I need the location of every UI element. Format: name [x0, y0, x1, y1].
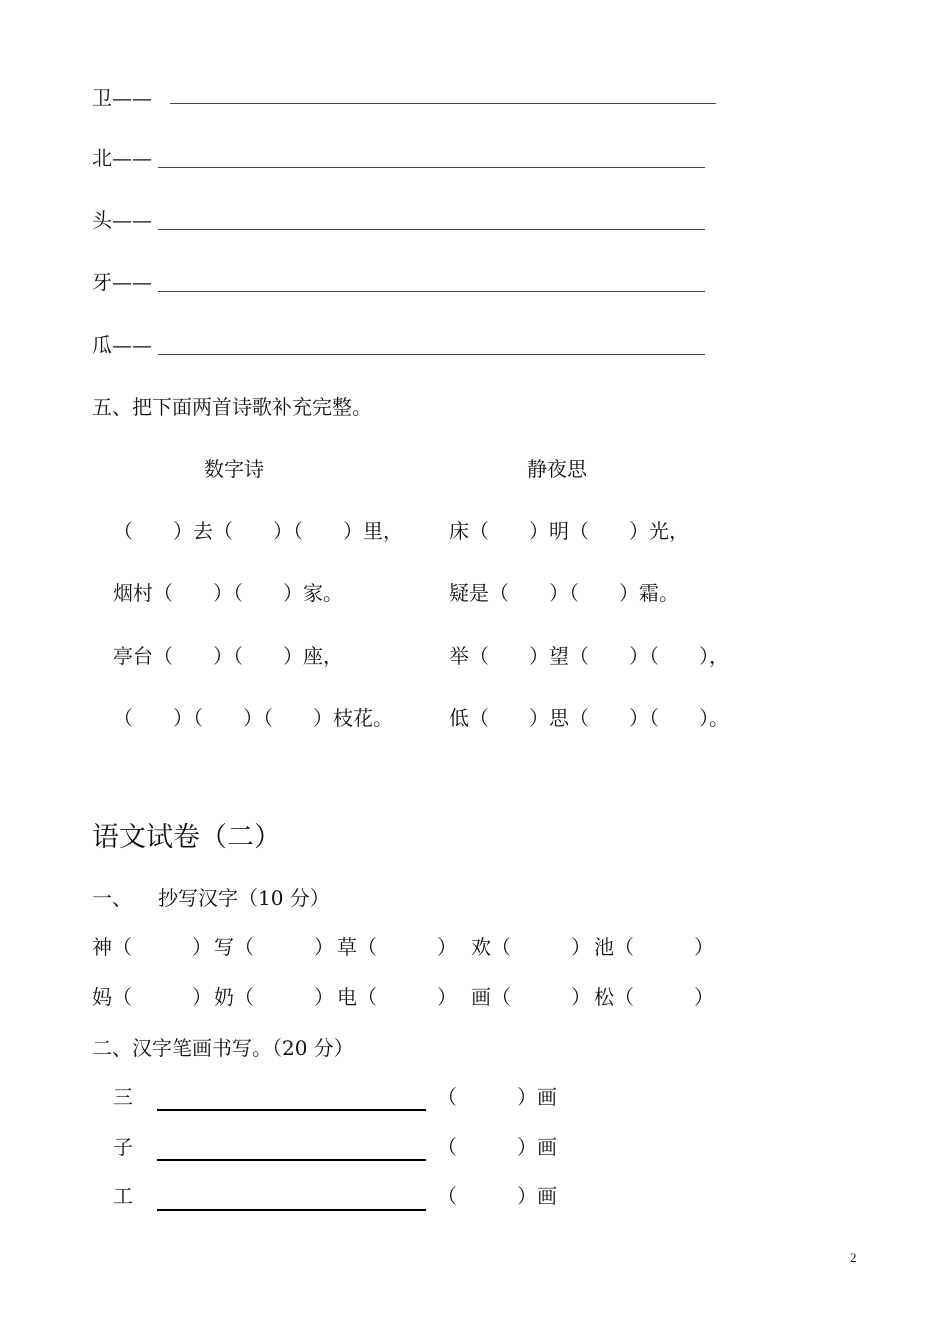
stroke-answer-line[interactable]	[157, 1109, 426, 1111]
stroke-answer-line[interactable]	[157, 1159, 426, 1161]
q1-label: 一、	[92, 886, 132, 910]
stroke-count: （ ）画	[437, 1085, 557, 1109]
copy-char-item: 神（ ）	[92, 935, 212, 959]
stroke-char: 子	[113, 1135, 133, 1159]
stroke-count: （ ）画	[437, 1184, 557, 1208]
stroke-answer-line[interactable]	[157, 1209, 426, 1211]
answer-line[interactable]	[158, 354, 705, 355]
poem-2-line: 床（ ）明（ ）光，	[449, 519, 689, 543]
poem-2-title: 静夜思	[527, 457, 587, 481]
poem-2-line: 举（ ）望（ ）（ ），	[449, 644, 729, 668]
copy-char-item: 池（ ）	[594, 935, 714, 959]
poem-2-line: 低（ ）思（ ）（ ）。	[449, 706, 729, 730]
copy-char-item: 欢（ ）	[471, 935, 591, 959]
copy-char-item: 写（ ）	[214, 935, 334, 959]
copy-char-item: 电（ ）	[337, 985, 457, 1009]
stroke-count: （ ）画	[437, 1135, 557, 1159]
answer-line[interactable]	[158, 229, 705, 230]
poem-1-line: 烟村（ ）（ ）家。	[113, 581, 343, 605]
poem-2-line: 疑是（ ）（ ）霜。	[449, 581, 679, 605]
copy-char-item: 画（ ）	[471, 985, 591, 1009]
answer-line[interactable]	[170, 103, 716, 104]
word-row-label: 北——	[92, 146, 152, 170]
copy-char-item: 妈（ ）	[92, 985, 212, 1009]
stroke-char: 工	[113, 1184, 133, 1208]
page-number: 2	[850, 1250, 857, 1265]
poem-1-line: （ ）（ ）（ ）枝花。	[113, 706, 393, 730]
word-row-label: 卫——	[92, 86, 152, 110]
copy-char-item: 松（ ）	[594, 985, 714, 1009]
copy-char-item: 草（ ）	[337, 935, 457, 959]
copy-char-item: 奶（ ）	[214, 985, 334, 1009]
answer-line[interactable]	[158, 167, 705, 168]
q2-title: 二、汉字笔画书写。（20 分）	[92, 1036, 354, 1060]
word-row-label: 头——	[92, 208, 152, 232]
q1-title: 抄写汉字（10 分）	[158, 886, 330, 910]
section-5-title: 五、把下面两首诗歌补充完整。	[92, 395, 372, 419]
exam-2-title: 语文试卷（二）	[92, 822, 281, 853]
poem-1-title: 数字诗	[204, 457, 264, 481]
word-row-label: 瓜——	[92, 333, 152, 357]
poem-1-line: 亭台（ ）（ ）座，	[113, 644, 343, 668]
poem-1-line: （ ）去（ ）（ ）里，	[113, 519, 403, 543]
answer-line[interactable]	[158, 291, 705, 292]
stroke-char: 三	[113, 1085, 133, 1109]
word-row-label: 牙——	[92, 270, 152, 294]
